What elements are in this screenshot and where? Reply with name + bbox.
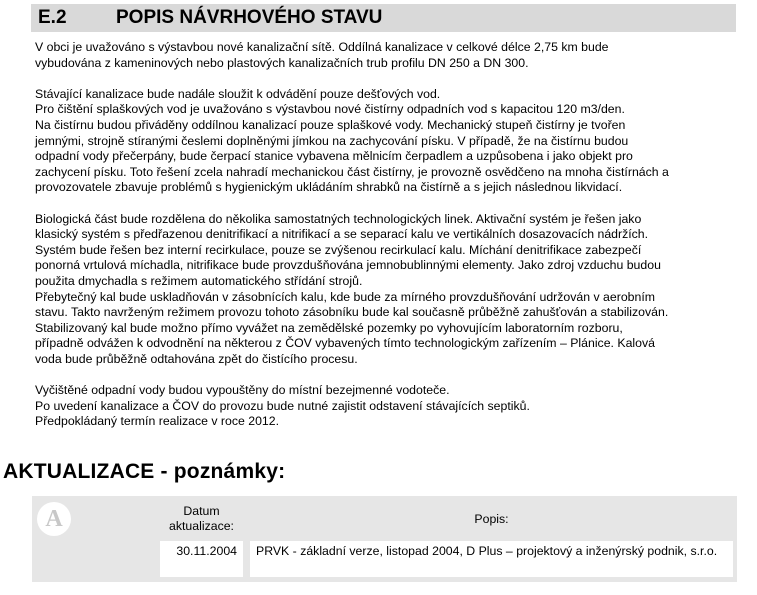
- body-text: [35, 40, 735, 445]
- section-title: POPIS NÁVRHOVÉHO STAVU: [116, 7, 383, 28]
- table-row-description: PRVK - základní verze, listopad 2004, D Plus – projektový a inženýrský podnik, s.r.o.: [250, 541, 733, 577]
- aktualizace-badge-icon: A: [37, 502, 71, 536]
- section-number: E.2: [38, 7, 67, 28]
- aktualizace-table: [32, 496, 737, 582]
- paragraph-biologicka-cast: Biologická část bude rozdělena do několika samostatných technologických linek. Aktivační systém je řešen jako klasický systém s předřazenou denitrifikací a nitrifikací a se separací kalu ve vertikálních dosazovacích nádržích. Systém bude řešen bez interní recirkulace, pouze se zvýšenou recirkulací kalu. Míchání denitrifikace zabezpečí ponorná vrtulová míchadla, nitrifikace bude provzdušňována jemnobublinnými elementy. Jako zdroj vzduchu budou použita dmychadla s režimem automatického střídání strojů. Přebytečný kal bude uskladňován v zásobnících kalu, kde bude za mírného provzdušňování udržován v aerobním stavu. Takto navrženým režimem provozu tohoto zásobníku bude kal současně průběžně zahušťován a stabilizován. Stabilizovaný kal bude možno přímo vyvážet na zemědělské pozemky po vyhovujícím laboratorním rozboru, případně odvážen k odvodnění na některou z ČOV vybavených tímto technologickým zařízením – Plánice. Kalová voda bude průběžně odtahována zpět do čistícího procesu.: [35, 211, 669, 366]
- paragraph-mechanicka-cast: Stávající kanalizace bude nadále sloužit k odvádění pouze dešťových vod. Pro čištění splaškových vod je uvažováno s výstavbou nové čistírny odpadních vod s kapacitou 120 m3/den. Na čistírnu budou přiváděny oddílnou kanalizací pouze splaškové vody. Mechanický stupeň čistírny je tvořen jemnými, strojně stíranými česlemi doplněnými jímkou na zachycování písku. V případě, že na čistírnu budou odpadní vody přečerpány, bude čerpací stanice vybavena mělnicím čerpadlem a uzpůsobena i jako objekt pro zachycení písku. Toto řešení zcela nahradí mechanickou část čistírny, je provozně osvědčeno na mnoha čistírnách a provozovatele zbavuje problémů s hygienickým ukládáním shrabků na čistírně a s jejich následnou likvidací.: [35, 86, 669, 195]
- aktualizace-heading: AKTUALIZACE - poznámky:: [3, 460, 286, 483]
- section-header: [31, 4, 736, 32]
- paragraph-vypousteni: Vyčištěné odpadní vody budou vypouštěny do místní bezejmenné vodoteče. Po uvedení kanalizace a ČOV do provozu bude nutné zajistit odstavení stávajících septiků. Předpokládaný termín realizace v roce 2012.: [35, 383, 530, 429]
- header-popis: Popis:: [474, 512, 509, 526]
- table-row-date: 30.11.2004: [160, 541, 243, 577]
- header-datum-aktualizace: Datum aktualizace:: [169, 504, 234, 533]
- paragraph-kanalizace: V obci je uvažováno s výstavbou nové kanalizační sítě. Oddílná kanalizace v celkové délce 2,75 km bude vybudována z kameninových nebo plastových kanalizačních trub profilu DN 250 a DN 300.: [35, 40, 609, 70]
